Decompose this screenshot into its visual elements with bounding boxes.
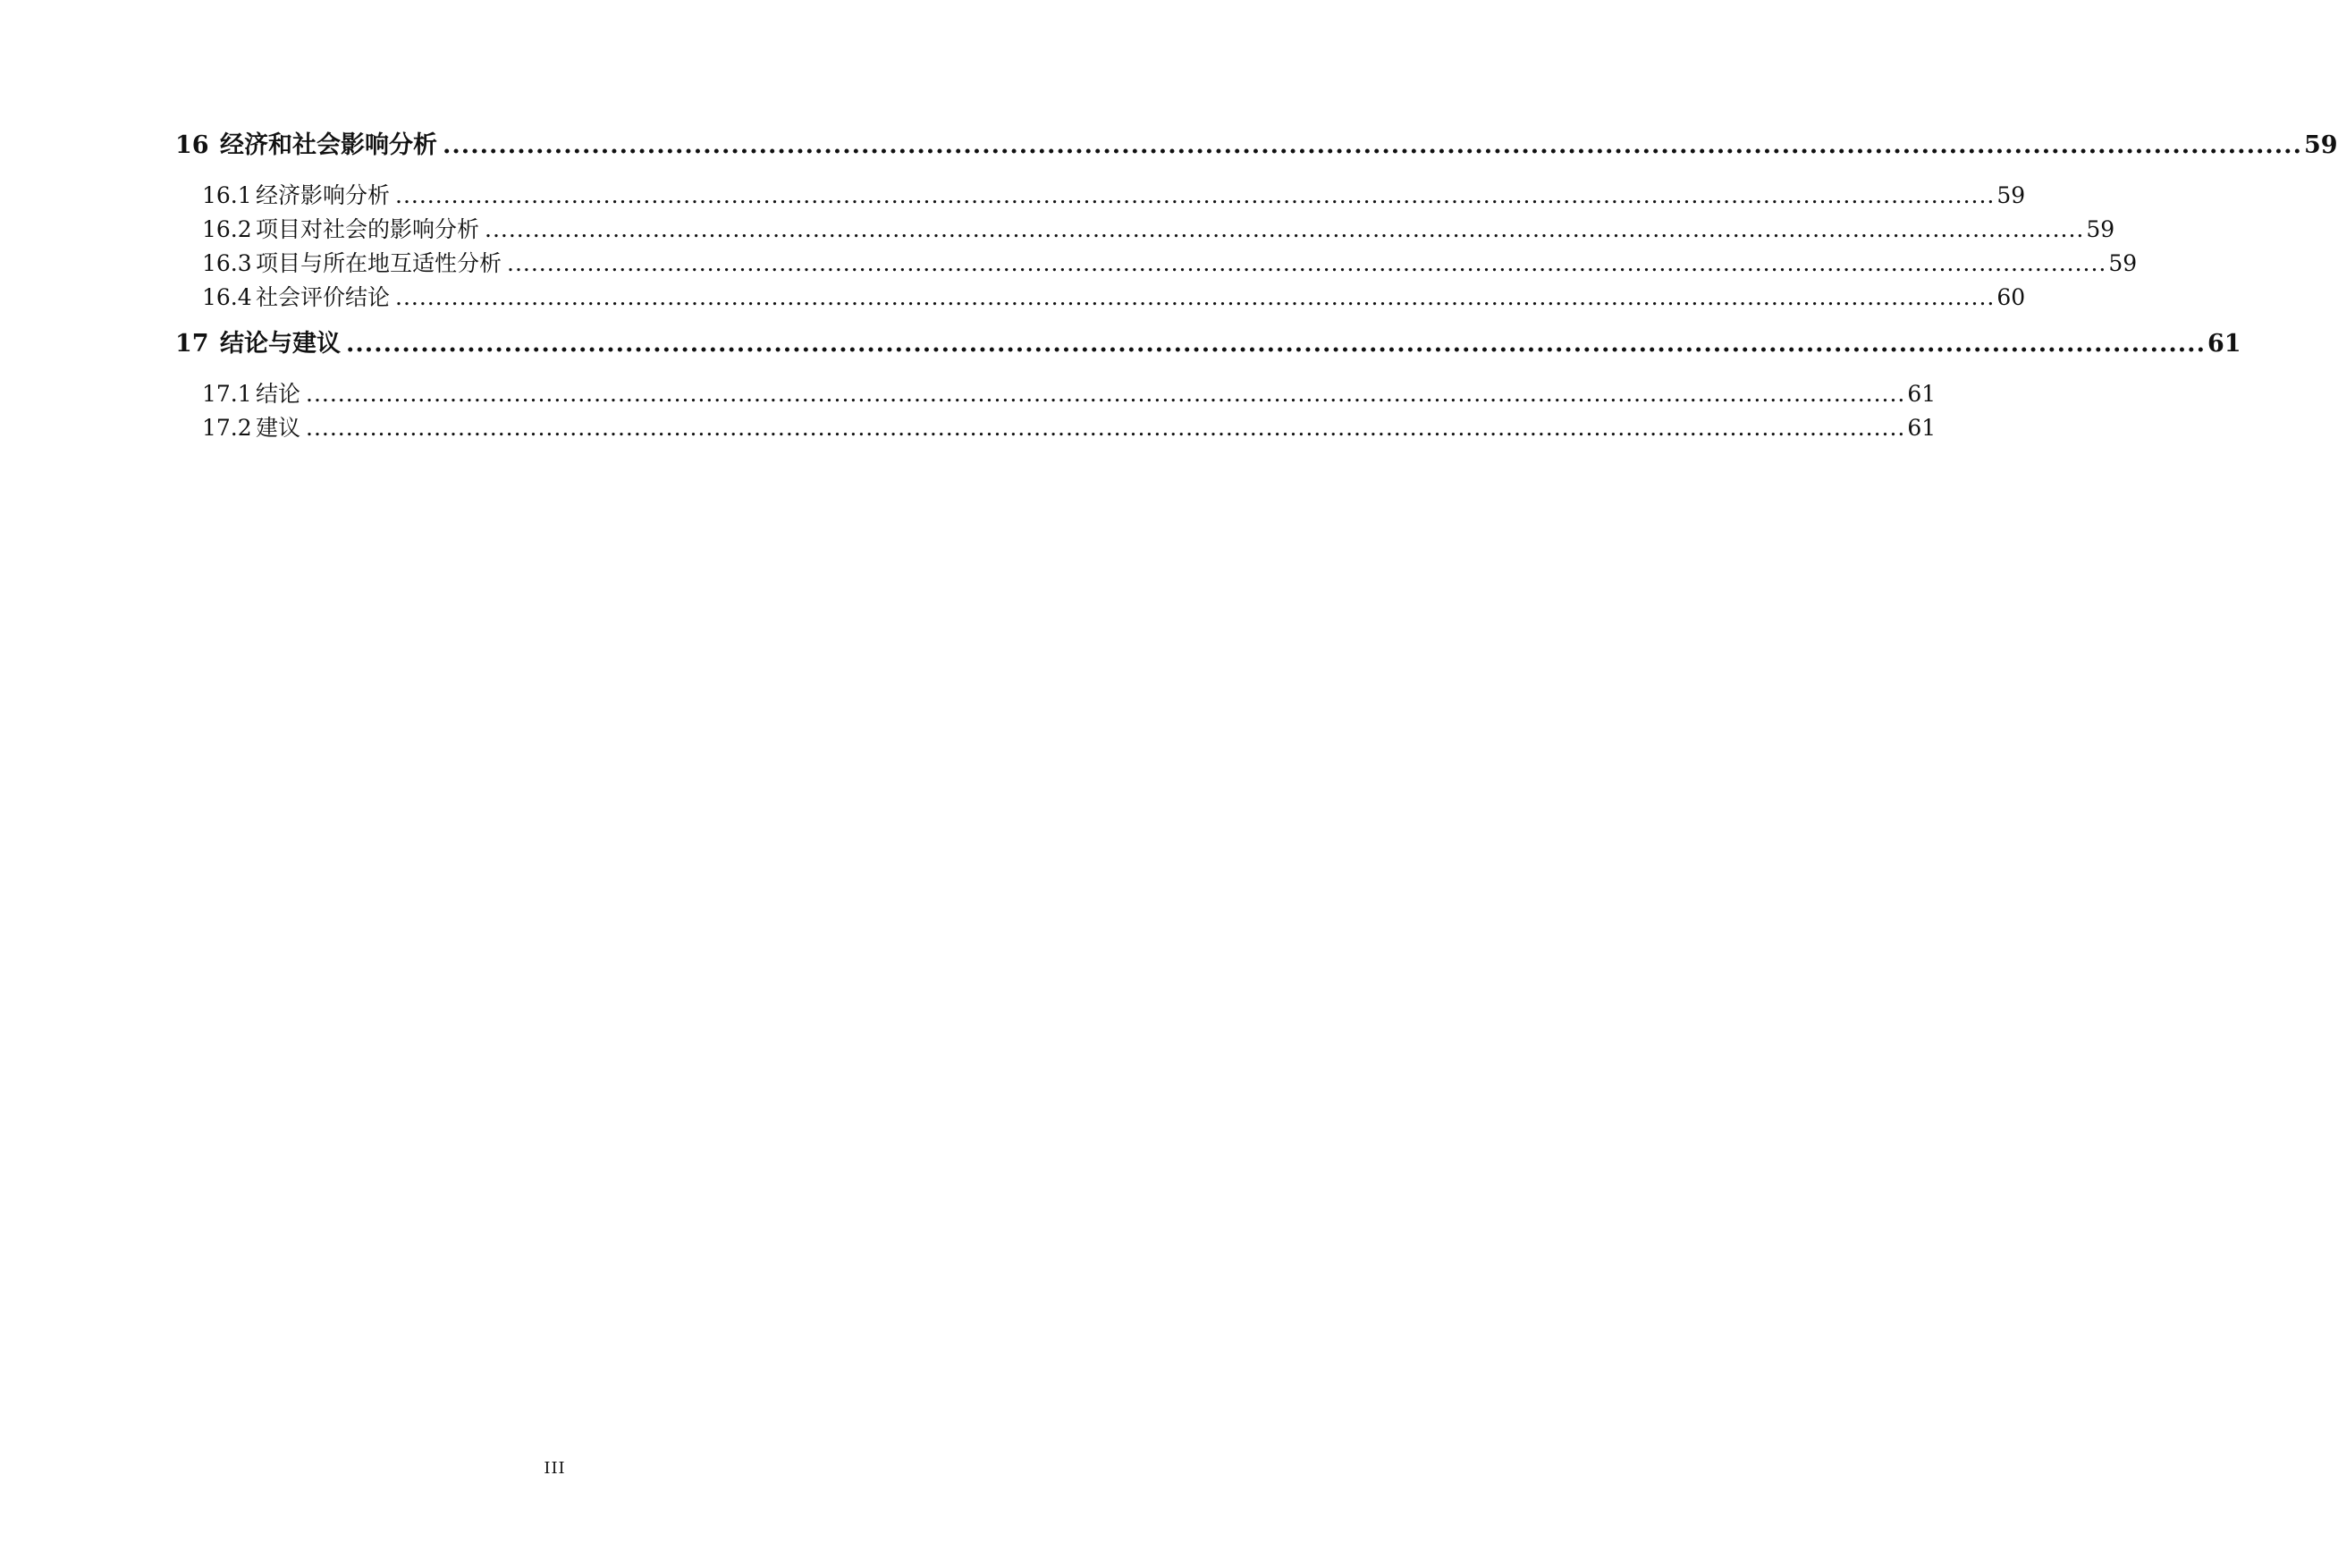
toc-page-number: 61 xyxy=(2207,330,2241,358)
toc-number: 16.1 xyxy=(202,182,252,208)
toc-leader-dots: ........................................................................................................................................................................................................ xyxy=(306,381,1906,407)
toc-chapter-17[interactable] xyxy=(175,327,2241,361)
toc-number: 16 xyxy=(175,131,209,159)
table-of-contents xyxy=(175,129,2338,445)
toc-title: 结论与建议 xyxy=(220,330,341,358)
toc-leader-dots: ........................................................................................................................................................................................................ xyxy=(395,284,1996,310)
toc-number: 17.2 xyxy=(202,415,252,441)
toc-title: 项目与所在地互适性分析 xyxy=(256,250,502,276)
toc-leader-dots: ........................................................................................................................................................................................................ xyxy=(507,250,2107,276)
toc-page-number: 61 xyxy=(1907,381,1937,407)
toc-title: 社会评价结论 xyxy=(256,284,391,310)
toc-page-number: 59 xyxy=(2108,250,2138,276)
toc-section-16-4[interactable] xyxy=(175,281,2026,315)
toc-number: 16.2 xyxy=(202,216,252,242)
toc-page-number: 59 xyxy=(2303,131,2338,159)
toc-leader-dots: ........................................................................................................................................................................................................ xyxy=(443,131,2302,159)
toc-page-number: 59 xyxy=(1996,182,2026,208)
toc-section-16-2[interactable] xyxy=(175,213,2115,247)
toc-page-number: 61 xyxy=(1907,415,1937,441)
toc-leader-dots: ........................................................................................................................................................................................................ xyxy=(306,415,1906,441)
toc-leader-dots: ........................................................................................................................................................................................................ xyxy=(346,330,2206,358)
toc-number: 17 xyxy=(175,330,209,358)
toc-section-17-1[interactable] xyxy=(175,377,1937,411)
toc-section-17-2[interactable] xyxy=(175,411,1937,445)
toc-title: 建议 xyxy=(256,415,301,441)
toc-section-16-1[interactable] xyxy=(175,179,2026,213)
toc-title: 项目对社会的影响分析 xyxy=(256,216,480,242)
toc-number: 16.3 xyxy=(202,250,252,276)
page-footer-number: III xyxy=(544,1459,566,1478)
toc-chapter-16[interactable] xyxy=(175,129,2338,163)
toc-leader-dots: ........................................................................................................................................................................................................ xyxy=(485,216,2085,242)
toc-page-number: 59 xyxy=(2086,216,2115,242)
toc-section-16-3[interactable] xyxy=(175,247,2138,281)
toc-page-number: 60 xyxy=(1996,284,2026,310)
toc-title: 经济影响分析 xyxy=(256,182,391,208)
toc-title: 经济和社会影响分析 xyxy=(220,131,437,159)
toc-title: 结论 xyxy=(256,381,301,407)
toc-number: 16.4 xyxy=(202,284,252,310)
toc-number: 17.1 xyxy=(202,381,252,407)
toc-leader-dots: ........................................................................................................................................................................................................ xyxy=(395,182,1996,208)
